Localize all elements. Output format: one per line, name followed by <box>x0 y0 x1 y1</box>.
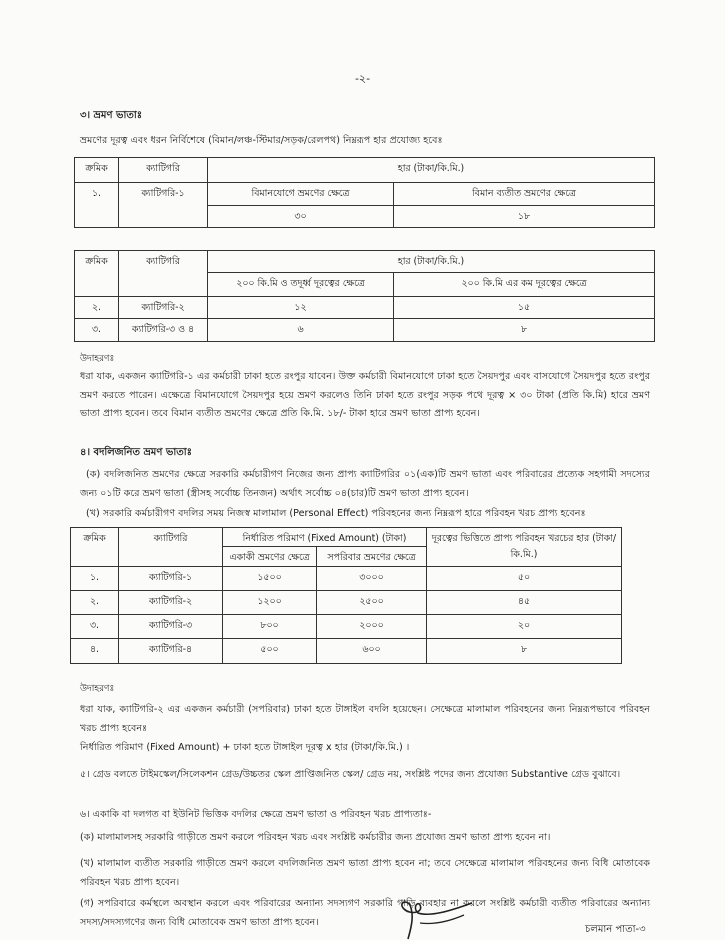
section6-ga: (গ) সপরিবারে কর্মস্থলে অবস্থান করলে এবং পরিবারের অন্যান্য সদস্যগণ সরকারি গাড়ি ব্যবহার না করলে সংশ্লিষ্ট কর্মচারী ব্যতীত পরিবারের অন্যান্য সদস্য/সদস্যগণের জন্য বিধি মোতাবেক ভ্রমণ ভাতা প্রাপ্য হবেন। <box>80 898 650 928</box>
cell: ৫০ <box>427 567 622 591</box>
subheader-air: বিমানযোগে ভ্রমণের ক্ষেত্রে <box>208 183 394 206</box>
header-serial: ক্রমিক <box>75 158 119 183</box>
subheader-non-air: বিমান ব্যতীত ভ্রমণের ক্ষেত্রে <box>394 183 655 206</box>
subheader-family: সপরিবার ভ্রমণের ক্ষেত্রে <box>317 547 427 567</box>
section3-intro: ভ্রমণের দূরত্ব এবং ধরন নির্বিশেষে (বিমান/লঞ্চ-স্টিমার/সড়ক/রেলপথ) নিম্নরূপ হার প্রযোজ্য হবেঃ <box>80 135 443 146</box>
cell: ক্যাটিগরি-৪ <box>119 639 223 664</box>
header-category: ক্যাটিগরি <box>119 251 208 297</box>
subheader-200km-plus: ২০০ কি.মি ও তদূর্ধ্ব দূরত্বের ক্ষেত্রে <box>208 273 394 297</box>
section6-ka: (ক) মালামালসহ সরকারি গাড়ীতে ভ্রমণ করলে পরিবহন খরচ এবং সংশ্লিষ্ট কর্মচারীর জন্য প্রযোজ্য ভ্রমণ ভাতা প্রাপ্য হবেন না। <box>80 832 551 843</box>
cell: ৮ <box>427 639 622 664</box>
subheader-under-200km: ২০০ কি.মি এর কম দূরত্বের ক্ষেত্রে <box>394 273 655 297</box>
section5: ৫। গ্রেড বলতে টাইমস্কেল/সিলেকশন গ্রেড/উচ্চতর স্কেল প্রাপ্তিজনিত স্কেল/ গ্রেড নয়, সংশ্লিষ্ট পদের জন্য প্রযোজ্য Substantive গ্রেড বুঝাবে। <box>80 769 621 780</box>
cell: ২৫০০ <box>317 591 427 615</box>
cell: ৮০০ <box>223 615 317 639</box>
header-fixed-amount: নির্ধারিত পরিমাণ (Fixed Amount) (টাকা) <box>223 528 427 547</box>
example-label-2: উদাহরণঃ <box>80 684 115 694</box>
cell: ২০ <box>427 615 622 639</box>
example-paragraph: ধরা যাক, একজন ক্যাটিগরি-১ এর কর্মচারী ঢাকা হতে রংপুর যাবেন। উক্ত কর্মচারী বিমানযোগে ঢাকা হতে সৈয়দপুর এবং বাসযোগে সৈয়দপুর হতে রংপুর ভ্রমণ করতে পারেন। এক্ষেত্রে বিমানযোগে সৈয়দপুর হয়ে ভ্রমণ করলেও তিনি ঢাকা হতে রংপুর সড়ক পথে দূরত্ব × ৩০ টাকা (প্রতি কি.মি) হারে ভ্রমণ ভাতা প্রাপ্য হবেন। তবে বিমান ব্যতীত ভ্রমণের ক্ষেত্রে প্রতি কি.মি. ১৮/- টাকা হারে ভ্রমণ ভাতা প্রাপ্য হবেন। <box>80 371 650 419</box>
table-rates-category2-4 <box>74 250 655 342</box>
subheader-alone: একাকী ভ্রমণের ক্ষেত্রে <box>223 547 317 567</box>
table-rates-category1 <box>74 157 655 228</box>
cell-rate-non-air: ১৮ <box>394 206 655 228</box>
cell: ১৫ <box>394 297 655 319</box>
header-rate: হার (টাকা/কি.মি.) <box>208 251 655 273</box>
section3-heading: ৩। ভ্রমণ ভাতাঃ <box>80 110 143 121</box>
section4-kha: (খ) সরকারি কর্মচারীগণ বদলির সময় নিজস্ব মালামাল (Personal Effect) পরিবহনের জন্য নিম্নরূপ হারে পরিবহন খরচ প্রাপ্য হবেনঃ <box>86 508 586 519</box>
header-distance-rate: দূরত্বের ভিত্তিতে প্রাপ্য পরিবহন খরচের হার (টাকা/কি.মি.) <box>427 528 622 567</box>
cell: ২০০০ <box>317 615 427 639</box>
section6-heading: ৬। একাকি বা দলগত বা ইউনিট ভিত্তিক বদলির ক্ষেত্রে ভ্রমণ ভাতা ও পরিবহন খরচ প্রাপ্যতাঃ- <box>80 809 432 820</box>
cell: ৪৫ <box>427 591 622 615</box>
cell: ক্যাটিগরি-২ <box>119 297 208 319</box>
cell: ৩. <box>75 319 119 342</box>
cell: ৮ <box>394 319 655 342</box>
table-row <box>75 297 655 319</box>
cell: ২. <box>75 297 119 319</box>
cell-category: ক্যাটিগরি-১ <box>119 183 208 228</box>
cell: ২. <box>71 591 119 615</box>
table-row <box>71 591 622 615</box>
header-category: ক্যাটিগরি <box>119 528 223 567</box>
section4-heading: ৪। বদলিজনিত ভ্রমণ ভাতাঃ <box>80 447 192 458</box>
cell: ৫০০ <box>223 639 317 664</box>
table-row <box>75 319 655 342</box>
example-paragraph-2: ধরা যাক, ক্যাটিগরি-২ এর একজন কর্মচারী (সপরিবার) ঢাকা হতে টাঙ্গাইল বদলি হয়েছেন। সেক্ষেত্রে মালামাল পরিবহনের জন্য নিম্নরূপভাবে পরিবহন খরচ প্রাপ্য হবেনঃ <box>80 704 650 734</box>
cell: ৬ <box>208 319 394 342</box>
header-rate: হার (টাকা/কি.মি.) <box>208 158 655 183</box>
cell: ৪. <box>71 639 119 664</box>
cell: ক্যাটিগরি-২ <box>119 591 223 615</box>
cell: ১. <box>71 567 119 591</box>
section6-kha: (খ) মালামাল ব্যতীত সরকারি গাড়ীতে ভ্রমণ করলে বদলিজনিত ভ্রমণ ভাতা প্রাপ্য হবেন না; তবে সেক্ষেত্রে মালামাল পরিবহনের জন্য বিধি মোতাবেক পরিবহন খরচ প্রাপ্য হবেন। <box>80 858 650 888</box>
cell-rate-air: ৩০ <box>208 206 394 228</box>
header-serial: ক্রমিক <box>75 251 119 297</box>
table-row <box>71 567 622 591</box>
cell: ক্যাটিগরি-১ <box>119 567 223 591</box>
table-row <box>71 615 622 639</box>
cell: ৩. <box>71 615 119 639</box>
cell: ১৫০০ <box>223 567 317 591</box>
cell: ১২ <box>208 297 394 319</box>
cell: ১২০০ <box>223 591 317 615</box>
example-label: উদাহরণঃ <box>80 354 115 364</box>
section4-ka: (ক) বদলিজনিত ভ্রমণের ক্ষেত্রে সরকারি কর্মচারীগণ নিজের জন্য প্রাপ্য ক্যাটিগরির ০১(এক)টি ভ্রমণ ভাতা এবং পরিবারের প্রত্যেক সহগামী সদস্যের জন্য ০১টি করে ভ্রমণ ভাতা (স্ত্রীসহ সর্বোচ্চ তিনজন) অর্থাৎ সর্বোচ্চ ০৪(চার)টি ভ্রমণ ভাতা প্রাপ্য হবেন। <box>80 469 650 499</box>
signature <box>390 895 480 940</box>
continued-page-label: চলমান পাতা-৩ <box>585 924 646 935</box>
cell: ৩০০০ <box>317 567 427 591</box>
page-number: -২- <box>354 72 371 85</box>
cell: ক্যাটিগরি-৩ ও ৪ <box>119 319 208 342</box>
cell-serial: ১. <box>75 183 119 228</box>
formula: নির্ধারিত পরিমাণ (Fixed Amount) + ঢাকা হতে টাঙ্গাইল দূরত্ব x হার (টাকা/কি.মি.) । <box>80 742 410 753</box>
table-row <box>71 639 622 664</box>
header-category: ক্যাটিগরি <box>119 158 208 183</box>
cell: ক্যাটিগরি-৩ <box>119 615 223 639</box>
cell: ৬০০ <box>317 639 427 664</box>
table-personal-effect <box>70 527 622 664</box>
header-serial: ক্রমিক <box>71 528 119 567</box>
